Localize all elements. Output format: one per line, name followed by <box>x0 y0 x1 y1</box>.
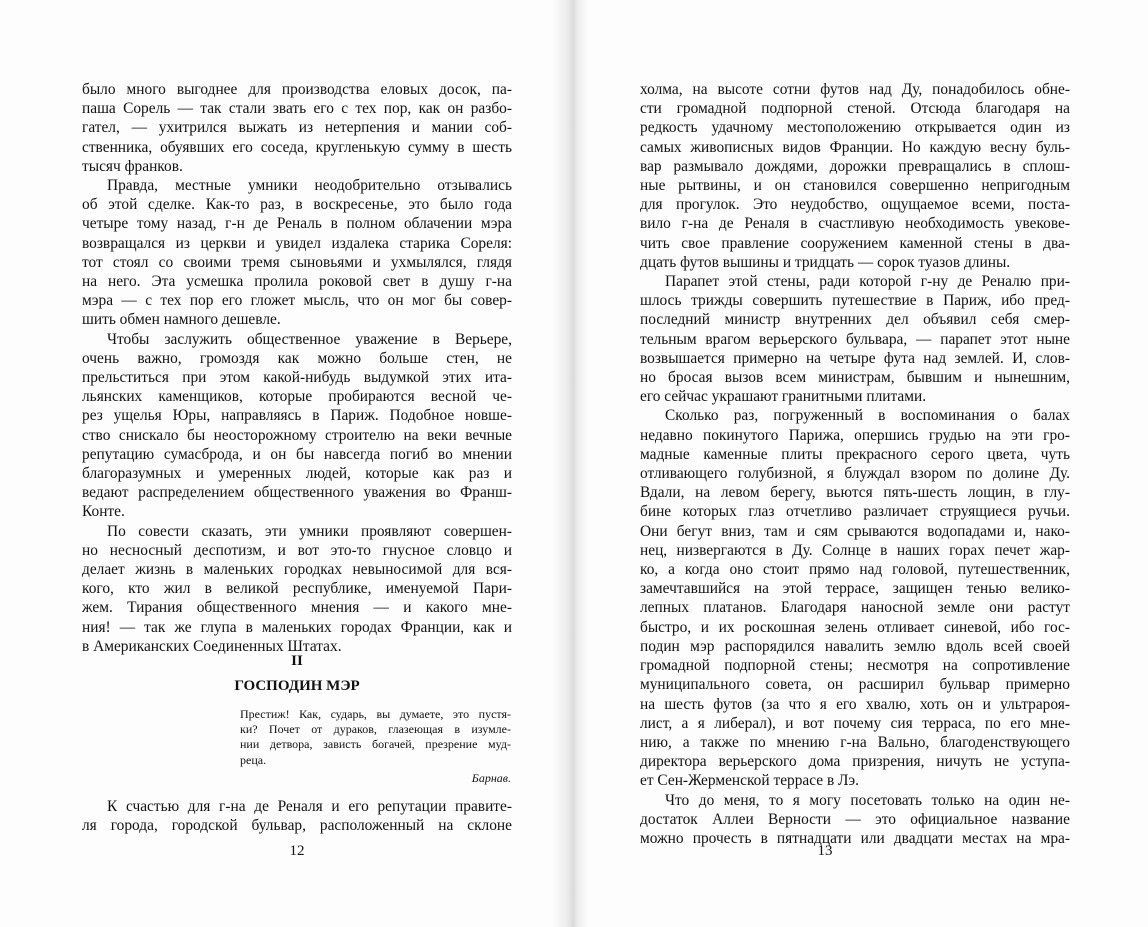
text-line: ственника, обуявших его соседа, кругленькую сумму в шесть <box>82 138 512 156</box>
text-line: тысяч франков. <box>82 157 183 175</box>
text-line: делает жизнь в маленьких городках невыносимой для вся- <box>82 561 512 579</box>
text-line: К счастью для г-на де Реналя и его репутации правите- <box>107 798 512 815</box>
text-line: лист, а я либерал), и вот почему сия терраса, по его мне- <box>640 714 1070 732</box>
right-paragraph-1 <box>640 80 1070 272</box>
text-line: Вдали, на левом берегу, вьются пять-шесть лощин, в глу- <box>640 484 1070 502</box>
text-line: льянских каменщиков, которые пробираются весной че- <box>82 388 512 406</box>
epigraph-line: реца. <box>240 752 267 767</box>
chapter-heading <box>82 652 512 696</box>
text-line: нию, а также по мнению г-на Вально, благоденствующего <box>640 733 1070 751</box>
right-gutter-shadow <box>574 0 588 927</box>
text-line: По совести сказать, эти умники проявляют совершен- <box>107 522 512 540</box>
text-line: директора верьерского дома призрения, ничуть не уступа- <box>640 753 1070 771</box>
text-line: ко, а когда оно стоит прямо над головой, путешественник, <box>640 561 1070 579</box>
text-line: в Американских Соединенных Штатах. <box>82 637 342 655</box>
right-paragraph-3 <box>640 406 1070 790</box>
text-line: шить обмен намного дешевле. <box>82 311 281 329</box>
text-line: тот стоял со своими тремя сыновьями и ухмылялся, глядя <box>82 253 512 271</box>
text-line: дцать футов вышины и тридцать — сорок туазов длины. <box>640 253 1011 271</box>
left-text-top <box>82 80 512 656</box>
left-text-bottom <box>82 797 512 835</box>
text-line: ведают распределением общественного уважения во Франш- <box>82 484 512 502</box>
text-line: лепных платанов. Благодаря наносной земле они растут <box>640 599 1070 617</box>
right-paragraph-2 <box>640 272 1070 406</box>
text-line: ля города, городской бульвар, расположенный на склоне <box>82 817 512 835</box>
epigraph <box>240 707 511 786</box>
text-line: жем. Тирания общественного мнения — и какого мне- <box>82 599 512 617</box>
text-line: вило г-на де Реналя в счастливую необходимость увекове- <box>640 215 1070 233</box>
text-line: кого, кто жил в великой республике, именуемой Пари- <box>82 580 512 598</box>
text-line: чить свое правление сооружением каменной стены в два- <box>640 234 1070 252</box>
text-line: самых живописных видов Франции. Но каждую весну буль- <box>640 138 1070 156</box>
text-line: Правда, местные умники неодобрительно отзывались <box>107 177 512 195</box>
left-gutter-shadow <box>552 0 574 927</box>
text-line: его сейчас украшают гранитными плитами. <box>640 388 927 406</box>
text-line: холма, на высоте сотни футов над Ду, понадобилось обне- <box>640 81 1070 98</box>
text-line: репутацию сумасброда, и он бы навсегда погиб во мнении <box>82 445 512 463</box>
text-line: последний министр внутренних дел объявил себя смер- <box>640 311 1070 329</box>
text-line: для прогулок. Это неудобство, ощущаемое всеми, поста- <box>640 196 1070 214</box>
text-line: но несносный деспотизм, и вот это-то гнусное словцо и <box>82 541 512 559</box>
text-line: можно прочесть в пятнадцати или двадцати местах на мра- <box>640 829 1070 847</box>
text-line: возвышается примерно на четыре фута над землей. И, слов- <box>640 349 1070 367</box>
page-number-left: 12 <box>289 843 305 859</box>
text-line: Чтобы заслужить общественное уважение в Верьере, <box>107 330 512 348</box>
epigraph-line: ки? Почет от дураков, глазеющая в изумле- <box>240 722 511 737</box>
text-line: благоразумных и умеренных людей, которые как раз и <box>82 465 512 483</box>
right-page <box>574 0 1148 927</box>
text-line: ные рытвины, и он становился совершенно непригодным <box>640 177 1070 195</box>
text-line: мадные каменные плиты прекрасного серого цвета, чуть <box>640 445 1070 463</box>
text-line: Конте. <box>82 503 125 521</box>
text-line: редкость удачному местоположению открывается один из <box>640 119 1070 137</box>
text-line: очень важно, громоздя как можно больше стен, не <box>82 349 512 367</box>
left-paragraph-4 <box>82 522 512 656</box>
left-paragraph-5 <box>82 797 512 835</box>
epigraph-author: Барнав. <box>471 770 511 785</box>
text-line: Сколько раз, погруженный в воспоминания о балах <box>665 407 1070 425</box>
right-text <box>640 80 1070 848</box>
text-line: муниципального совета, он расширил бульвар примерно <box>640 676 1070 694</box>
text-line: Они бегут вниз, там и сям срываются водопадами и, нако- <box>640 522 1070 540</box>
text-line: достаток Аллеи Верности — это официальное название <box>640 810 1070 828</box>
chapter-number: II <box>291 653 303 669</box>
text-line: было много выгоднее для производства еловых досок, па- <box>82 81 512 98</box>
left-paragraph-2 <box>82 176 512 330</box>
text-line: на шесть футов (за что я его хвалю, хоть он и ультрароя- <box>640 695 1070 713</box>
left-paragraph-3 <box>82 330 512 522</box>
text-line: прельститься при этом какой-нибудь выдумкой этих ита- <box>82 369 512 387</box>
epigraph-line: нии детвора, зависть богачей, презрение муд- <box>240 737 511 752</box>
text-line: сти громадной подпорной стеной. Отсюда благодаря на <box>640 100 1070 118</box>
text-line: вар размывало дождями, дорожки превращались в сплош- <box>640 157 1070 175</box>
text-line: бине которых глаз отчетливо различает струящиеся ручьи. <box>640 503 1070 521</box>
epigraph-line: Престиж! Как, сударь, вы думаете, это пустя- <box>240 707 511 721</box>
text-line: ство снискало бы неосторожному строителю на веки вечные <box>82 426 512 444</box>
text-line: ет Сен-Жерменской террасе в Лэ. <box>640 772 859 790</box>
text-line: шлось трижды совершить путешествие в Париж, ибо пред- <box>640 292 1070 310</box>
text-line: Что до меня, то я могу посетовать только на один не- <box>665 791 1070 809</box>
text-line: паша Сорель — так стали звать его с тех пор, как он разбо- <box>82 100 512 118</box>
text-line: рез ущелья Юры, направляясь в Париж. Подобное новше- <box>82 407 512 425</box>
text-line: отливающего голубизной, я блуждал взором по долине Ду. <box>640 465 1070 483</box>
text-line: мэра — с тех пор его гложет мысль, что он мог бы совер- <box>82 292 512 310</box>
text-line: Парапет этой стены, ради которой г-ну де Реналю при- <box>665 273 1070 291</box>
text-line: на него. Эта усмешка пролила роковой свет в душу г-на <box>82 273 512 291</box>
text-line: но бросая вызов всем министрам, бывшим и нынешним, <box>640 369 1070 387</box>
text-line: подин мэр распорядился навалить землю вдоль всей своей <box>640 637 1070 655</box>
text-line: возвращался из церкви и увидел издалека старика Сореля: <box>82 234 512 252</box>
text-line: замечтавшийся на этой террасе, защищен тенью велико- <box>640 580 1070 598</box>
text-line: ния! — так же глупа в маленьких городах Франции, как и <box>82 618 512 636</box>
text-line: громадной подпорной стены; несмотря на сопротивление <box>640 657 1070 675</box>
text-line: об этой сделке. Как-то раз, в воскресенье, это было года <box>82 196 512 214</box>
text-line: четыре тому назад, г-н де Реналь в полном облачении мэра <box>82 215 512 233</box>
epigraph-text <box>240 707 511 768</box>
page-number-right: 13 <box>817 843 833 859</box>
left-paragraph-1 <box>82 80 512 176</box>
chapter-title: ГОСПОДИН МЭР <box>234 678 360 694</box>
text-line: гател, — ухитрился выжать из нетерпения и мании соб- <box>82 119 512 137</box>
text-line: тельным врагом верьерского бульвара, — парапет этот ныне <box>640 330 1070 348</box>
text-line: быстро, и их роскошная зелень отливает синевой, ибо гос- <box>640 618 1070 636</box>
right-paragraph-4 <box>640 791 1070 849</box>
text-line: недавно покинутого Парижа, опершись грудью на эти гро- <box>640 426 1070 444</box>
text-line: нец, низвергаются в Ду. Солнце в наших горах печет жар- <box>640 541 1070 559</box>
